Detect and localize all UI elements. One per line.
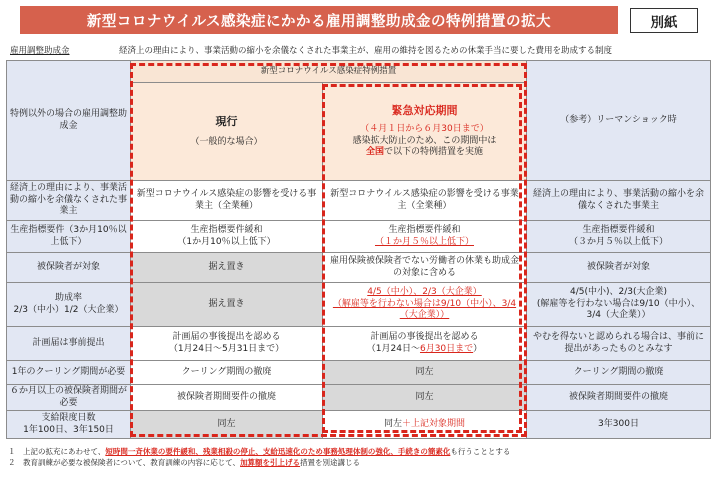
emergency-desc: 感染拡大防止のため、この期間中は 全国で以下の特例措置を実施	[352, 135, 497, 158]
attachment-badge: 別紙	[630, 8, 698, 33]
table-row: 生産指標要件（3か月10％以上低下） 生産指標要件緩和 （1か月10％以上低下） 生産指標要件緩和 （１か月５％以上低下） 生産指標要件緩和 （３か月５％以上低下）	[7, 221, 711, 253]
header-left: 特例以外の場合の雇用調整助成金	[7, 61, 131, 181]
emergency-title: 緊急対応期間	[391, 103, 458, 117]
footnotes	[8, 446, 510, 469]
table-row: 助成率 2/3（中小）1/2（大企業） 据え置き 4/5（中小）、2/3（大企業） （解雇等を行わない場合は9/10（中小）、3/4（大企業）） 4/5(中小)、2/3(大企業) (解雇等を行わない場合は9/10（中小）、3/4（大企業））	[7, 283, 711, 327]
overview-label: 雇用調整助成金	[10, 46, 70, 56]
overview-text: 経済上の理由により、事業活動の縮小を余儀なくされた事業主が、雇用の維持を図るための休業手当に要した費用を助成する制度	[119, 46, 613, 56]
page-title: 新型コロナウイルス感染症にかかる雇用調整助成金の特例措置の拡大	[20, 6, 618, 34]
table-row: 支給限度日数 1年100日、3年150日 同左 同左＋上記対象期間 3年300日	[7, 411, 711, 439]
table-row: 経済上の理由により、事業活動の縮小を余儀なくされた事業主 新型コロナウイルス感染症の影響を受ける事業主（全業種） 新型コロナウイルス感染症の影響を受ける事業主（全業種） 経済上の理由により、事業活動の縮小を余儀なくされた事業主	[7, 181, 711, 221]
current-title: 現行	[215, 114, 238, 128]
current-sub: （一般的な場合）	[190, 136, 263, 147]
super-header: 新型コロナウイルス感染症特例措置	[131, 61, 527, 83]
comparison-table	[6, 60, 711, 439]
overview	[10, 44, 708, 56]
table-row: 計画届は事前提出 計画届の事後提出を認める （1月24日～5月31日まで） 計画届の事後提出を認める （1月24日～6月30日まで） やむを得ないと認められる場合は、事前に提出があったものとみなす	[7, 327, 711, 361]
header-current	[131, 83, 323, 181]
header-emergency	[323, 83, 527, 181]
table-row: 被保険者が対象 据え置き 雇用保険被保険者でない労働者の休業も助成金の対象に含める 被保険者が対象	[7, 253, 711, 283]
footnote-2: ２ 教育訓練が必要な被保険者について、教育訓練の内容に応じて、加算額を引上げる措置を別途講じる	[8, 458, 361, 468]
table-row: ６か月以上の被保険者期間が必要 被保険者期間要件の撤廃 同左 被保険者期間要件の撤廃	[7, 385, 711, 411]
footnote-1: １ 上記の拡充にあわせて、短時間一斉休業の要件緩和、残業相殺の停止、支給迅速化のため事務処理体制の強化、手続きの簡素化も行うこととする	[8, 447, 511, 456]
emergency-period: （４月１日から６月30日まで）	[360, 124, 489, 135]
table-row: 1年のクーリング期間が必要 クーリング期間の撤廃 同左 クーリング期間の撤廃	[7, 361, 711, 385]
header-reference: （参考）リーマンショック時	[527, 61, 711, 181]
